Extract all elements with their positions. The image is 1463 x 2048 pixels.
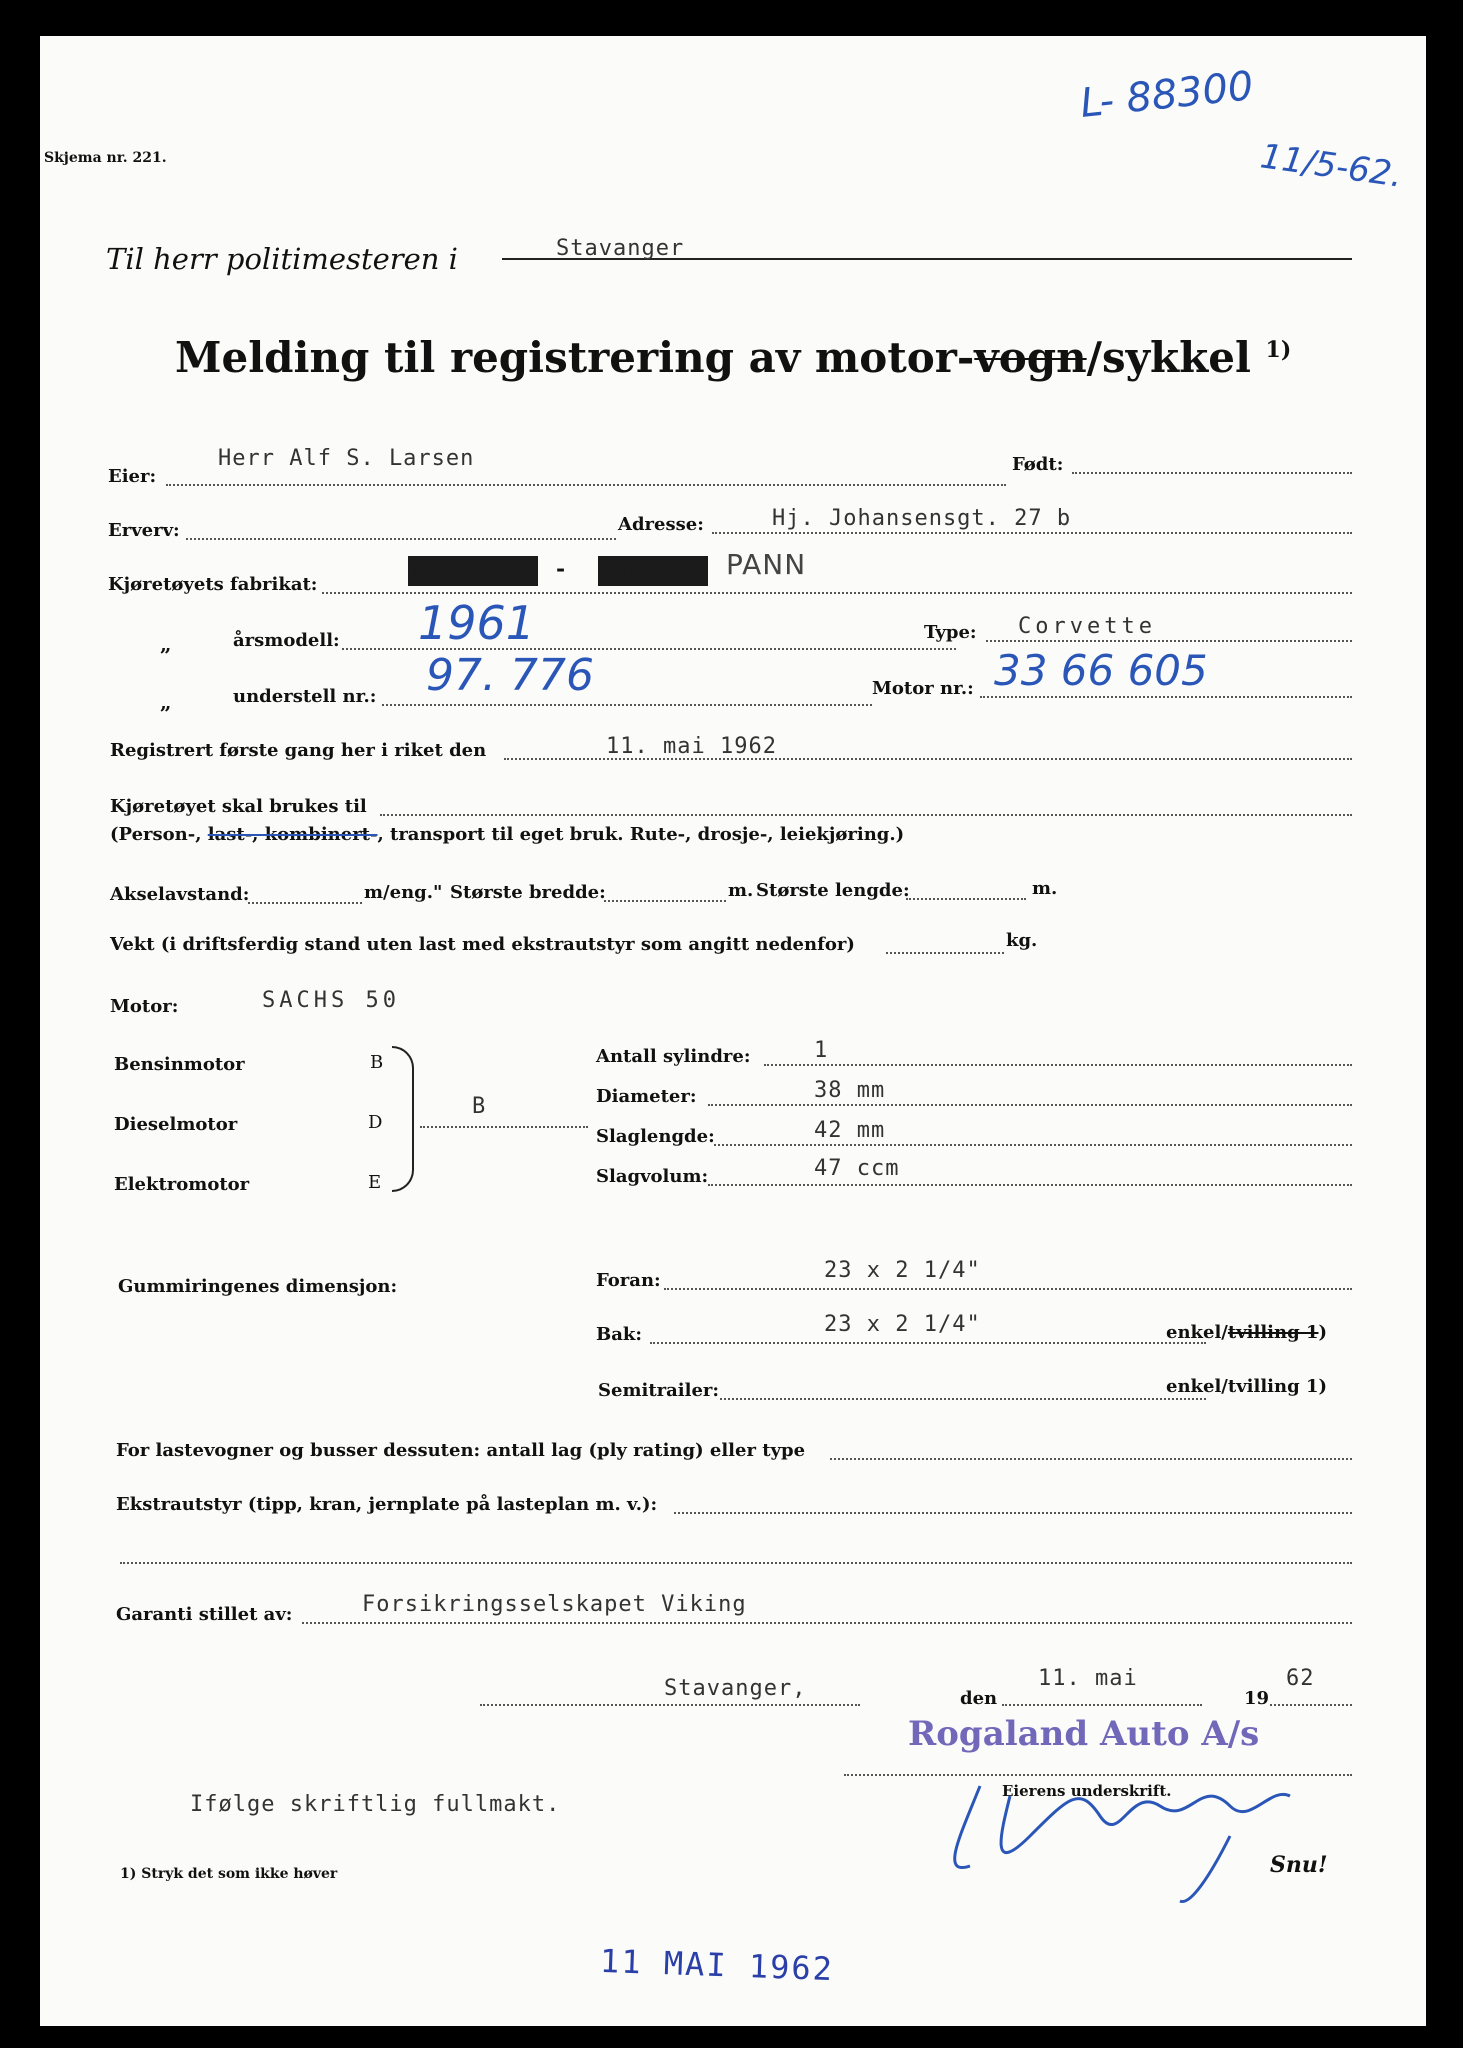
date-value: 11. mai <box>1038 1666 1138 1691</box>
model-year-value: 1961 <box>418 596 536 650</box>
handwritten-reference: L- 88300 <box>1078 63 1256 127</box>
motor-value: SACHS 50 <box>262 988 400 1013</box>
length-label: Største lengde: <box>756 880 910 901</box>
semitrailer-suffix: enkel/tvilling 1) <box>1166 1376 1327 1397</box>
width-label: Største bredde: <box>450 882 606 903</box>
place-value: Stavanger, <box>664 1676 807 1701</box>
motor-type-line <box>420 1126 588 1128</box>
axle-label: Akselavstand: <box>110 884 250 905</box>
type-line <box>986 640 1352 642</box>
chassis-value: 97. 776 <box>426 650 594 701</box>
semitrailer-line <box>720 1398 1206 1400</box>
equipment-line <box>674 1512 1352 1514</box>
guarantee-label: Garanti stillet av: <box>116 1604 293 1625</box>
stroke-label: Slaglengde: <box>596 1126 715 1147</box>
title-note: 1) <box>1265 337 1292 363</box>
use-options <box>110 824 904 845</box>
make-line <box>322 592 1352 594</box>
tires-label: Gummiringenes dimensjon: <box>118 1276 398 1297</box>
guarantee-value: Forsikringsselskapet Viking <box>362 1592 747 1617</box>
form-number: Skjema nr. 221. <box>44 150 167 166</box>
date-year: 62 <box>1286 1666 1315 1691</box>
cylinders-value: 1 <box>814 1038 829 1063</box>
motor-no-value: 33 66 605 <box>994 646 1208 695</box>
owner-signature <box>920 1726 1360 1916</box>
width-line <box>604 900 726 902</box>
rear-suffix <box>1166 1322 1327 1343</box>
redacted-make-2: Leir <box>598 556 708 586</box>
use-line <box>380 814 1352 816</box>
born-label: Født: <box>1012 454 1064 475</box>
motor-no-line <box>980 696 1352 698</box>
title-part1: Melding til registrering av motor- <box>175 333 975 382</box>
ditto-mark-1: „ <box>160 632 172 656</box>
addressee-label: Til herr politimesteren i <box>106 242 458 276</box>
trucks-label: For lastevogner og busser dessuten: antall lag (ply rating) eller type <box>116 1440 806 1461</box>
handwritten-date: 11/5-62. <box>1257 136 1405 196</box>
owner-signature-label: Eierens underskrift. <box>1002 1782 1172 1800</box>
ditto-mark-2: „ <box>160 690 172 714</box>
first-reg-value: 11. mai 1962 <box>606 734 777 759</box>
acquired-label: Erverv: <box>108 520 180 541</box>
volume-label: Slagvolum: <box>596 1166 709 1187</box>
rear-suffix-b: tvilling 1 <box>1227 1322 1319 1343</box>
electric-code: E <box>368 1172 382 1193</box>
width-unit: m. <box>728 880 754 901</box>
received-stamp: 11 MAI 1962 <box>599 1941 835 1989</box>
model-year-label: årsmodell: <box>233 630 340 651</box>
form-title <box>175 333 1291 382</box>
first-reg-label: Registrert første gang her i riket den <box>110 740 487 761</box>
volume-value: 47 ccm <box>814 1156 900 1181</box>
weight-line <box>886 952 1004 954</box>
weight-label: Vekt (i driftsferdig stand uten last med ekstrautstyr som angitt nedenfor) <box>110 934 855 955</box>
front-value: 23 x 2 1/4" <box>824 1258 981 1283</box>
form-page <box>40 36 1426 2026</box>
year-line <box>1270 1704 1352 1706</box>
petrol-code: B <box>370 1052 384 1073</box>
title-struck: vogn <box>974 333 1087 382</box>
title-part2: /sykkel <box>1086 333 1251 382</box>
electric-label: Elektromotor <box>114 1174 250 1195</box>
semitrailer-label: Semitrailer: <box>598 1380 720 1401</box>
cylinders-line <box>764 1064 1352 1066</box>
born-line <box>1072 472 1352 474</box>
trucks-line <box>830 1458 1352 1460</box>
front-line <box>664 1288 1352 1290</box>
stroke-line <box>714 1144 1352 1146</box>
signature-line <box>844 1774 1352 1776</box>
diesel-label: Dieselmotor <box>114 1114 238 1135</box>
cylinders-label: Antall sylindre: <box>596 1046 751 1067</box>
equipment-label: Ekstrautstyr (tipp, kran, jernplate på lasteplan m. v.): <box>116 1494 658 1515</box>
rear-line <box>650 1342 1206 1344</box>
use-options-a: (Person-, <box>110 824 202 845</box>
chassis-label: understell nr.: <box>233 686 377 707</box>
address-line <box>712 532 1352 534</box>
length-unit: m. <box>1032 878 1058 899</box>
date-century: 19 <box>1244 1688 1270 1709</box>
weight-unit: kg. <box>1006 930 1038 951</box>
motor-label: Motor: <box>110 996 179 1017</box>
turn-over: Snu! <box>1270 1852 1328 1878</box>
volume-line <box>708 1184 1352 1186</box>
diameter-line <box>708 1104 1352 1106</box>
axle-unit: m/eng." <box>364 882 443 903</box>
length-line <box>906 898 1026 900</box>
authority-note: Ifølge skriftlig fullmakt. <box>190 1792 561 1817</box>
addressee-value: Stavanger <box>556 236 685 261</box>
make-value: PANN <box>726 548 807 581</box>
rear-value: 23 x 2 1/4" <box>824 1312 981 1337</box>
date-line <box>1002 1704 1202 1706</box>
petrol-label: Bensinmotor <box>114 1054 245 1075</box>
equipment-line-2 <box>120 1562 1352 1564</box>
axle-line <box>248 902 362 904</box>
owner-line <box>166 484 1006 486</box>
date-den: den <box>960 1688 998 1709</box>
address-value: Hj. Johansensgt. 27 b <box>772 506 1072 531</box>
front-label: Foran: <box>596 1270 661 1291</box>
place-line <box>480 1704 860 1706</box>
footnote: 1) Stryk det som ikke høver <box>120 1866 338 1882</box>
motor-type-selected: B <box>472 1094 487 1119</box>
motor-type-bracket <box>392 1046 414 1192</box>
use-options-c: , transport til eget bruk. Rute-, drosje-, leiekjøring.) <box>377 824 905 845</box>
address-label: Adresse: <box>618 514 704 535</box>
owner-value: Herr Alf S. Larsen <box>218 446 475 471</box>
type-value: Corvette <box>1018 614 1156 639</box>
owner-label: Eier: <box>108 466 157 487</box>
redacted-make-1: TEMPO <box>408 556 538 586</box>
rear-label: Bak: <box>596 1324 642 1345</box>
diesel-code: D <box>368 1112 383 1133</box>
diameter-value: 38 mm <box>814 1078 886 1103</box>
acquired-line <box>186 538 616 540</box>
use-label: Kjøretøyet skal brukes til <box>110 796 367 817</box>
guarantee-line <box>302 1622 1352 1624</box>
company-stamp: Rogaland Auto A/s <box>908 1714 1260 1754</box>
motor-no-label: Motor nr.: <box>872 678 974 699</box>
stroke-value: 42 mm <box>814 1118 886 1143</box>
use-options-b: last-, kombinert- <box>207 824 378 845</box>
rear-suffix-c: ) <box>1318 1322 1327 1343</box>
chassis-line <box>382 704 872 706</box>
type-label: Type: <box>924 622 977 643</box>
make-label: Kjøretøyets fabrikat: <box>108 574 318 595</box>
rear-suffix-a: enkel/ <box>1166 1322 1228 1343</box>
make-dash: - <box>556 556 566 582</box>
diameter-label: Diameter: <box>596 1086 697 1107</box>
